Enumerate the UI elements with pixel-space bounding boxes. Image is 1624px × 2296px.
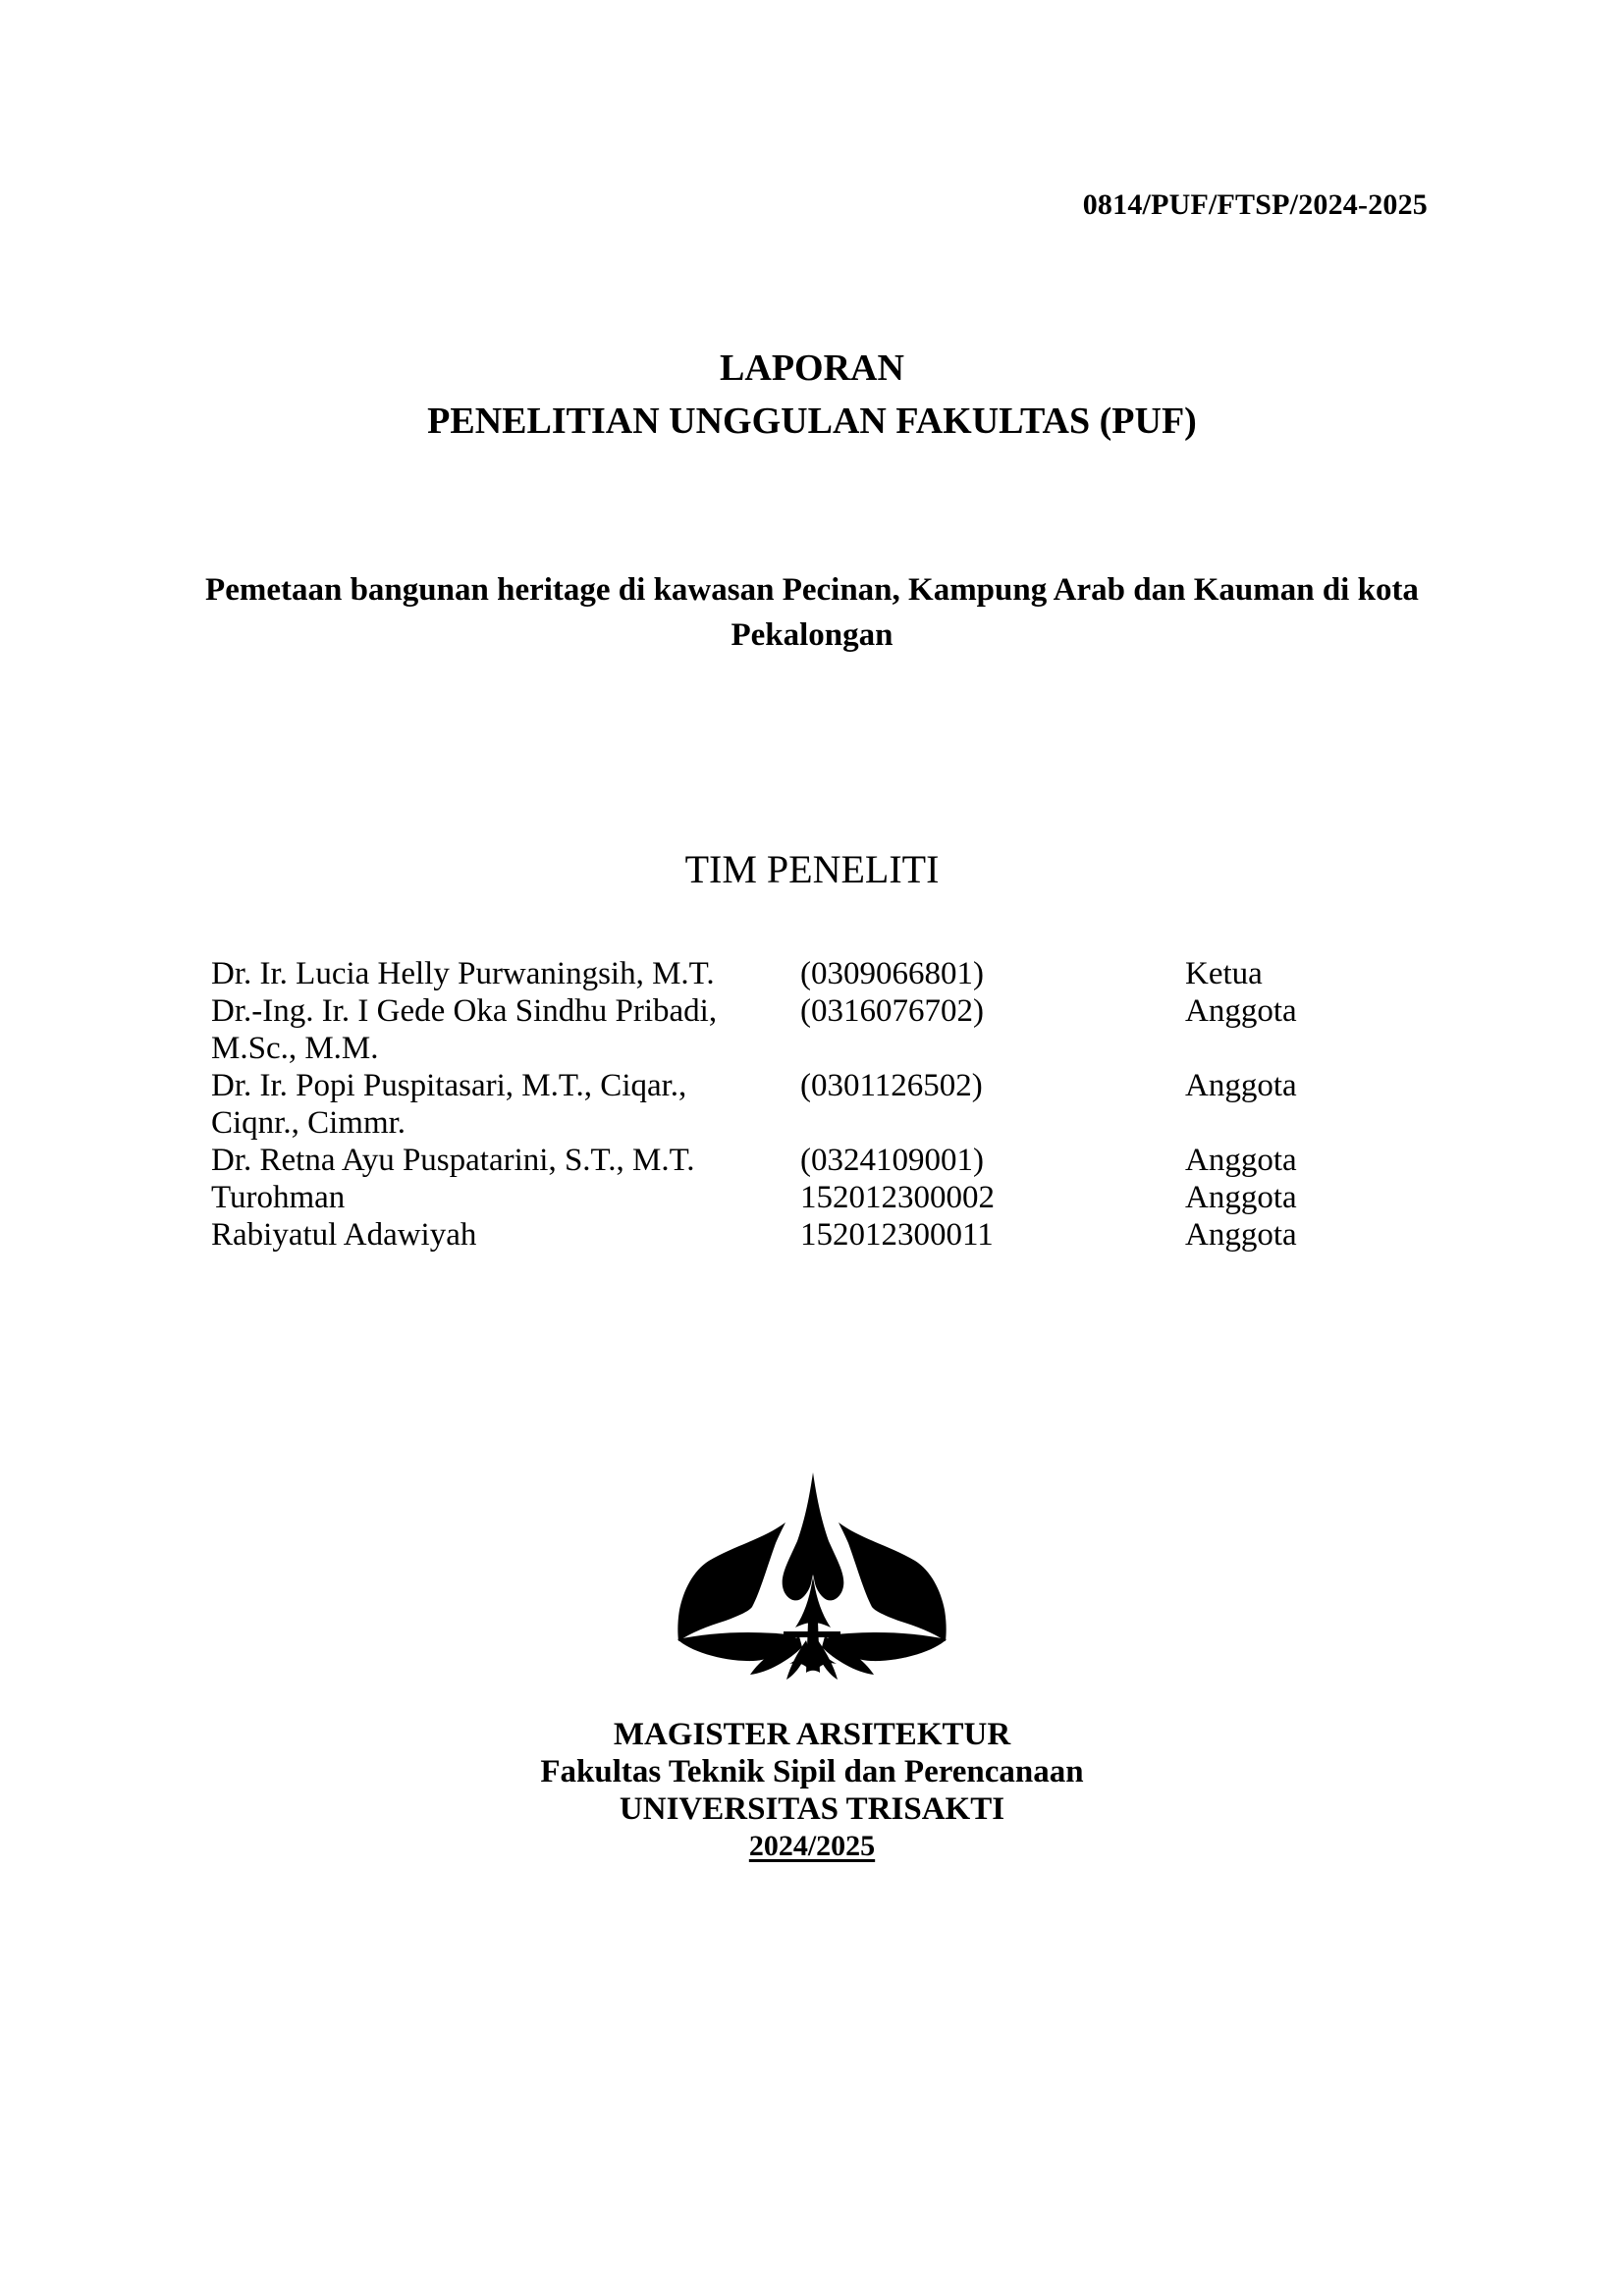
member-id: (0324109001) bbox=[800, 1143, 984, 1178]
table-row bbox=[211, 1142, 1401, 1179]
member-id: 152012300011 bbox=[800, 1217, 994, 1253]
program-name: MAGISTER ARSITEKTUR bbox=[613, 1717, 1011, 1752]
member-role: Anggota bbox=[1185, 1143, 1297, 1178]
member-name bbox=[211, 1142, 800, 1179]
table-row bbox=[211, 1067, 1401, 1142]
report-title-line2: PENELITIAN UNGGULAN FAKULTAS (PUF) bbox=[427, 400, 1197, 442]
member-name bbox=[211, 1179, 800, 1216]
member-id: (0301126502) bbox=[800, 1068, 983, 1103]
research-subtitle-line2: Pekalongan bbox=[731, 617, 893, 653]
report-title-line1: LAPORAN bbox=[720, 347, 904, 389]
team-table bbox=[211, 955, 1401, 1254]
research-subtitle-line1: Pemetaan bangunan heritage di kawasan Pecinan, Kampung Arab dan Kauman di kota bbox=[205, 572, 1419, 608]
table-row bbox=[211, 1216, 1401, 1254]
member-name bbox=[211, 955, 800, 992]
team-heading: TIM PENELITI bbox=[684, 847, 940, 891]
report-title bbox=[0, 342, 1624, 448]
member-role: Ketua bbox=[1185, 956, 1263, 991]
member-name-line: M.Sc., M.M. bbox=[211, 1031, 379, 1066]
member-name-line: Rabiyatul Adawiyah bbox=[211, 1217, 477, 1253]
table-row bbox=[211, 1179, 1401, 1216]
member-role: Anggota bbox=[1185, 993, 1297, 1029]
table-row bbox=[211, 955, 1401, 992]
member-id: (0309066801) bbox=[800, 956, 984, 991]
member-name bbox=[211, 992, 800, 1067]
member-name-line: Turohman bbox=[211, 1180, 346, 1215]
member-id: 152012300002 bbox=[800, 1180, 995, 1215]
member-role: Anggota bbox=[1185, 1180, 1297, 1215]
member-name-line: Ciqnr., Cimmr. bbox=[211, 1105, 406, 1141]
member-name-line: Dr. Ir. Popi Puspitasari, M.T., Ciqar., bbox=[211, 1068, 687, 1103]
member-name-line: Dr.-Ing. Ir. I Gede Oka Sindhu Pribadi, bbox=[211, 993, 718, 1029]
member-name-line: Dr. Ir. Lucia Helly Purwaningsih, M.T. bbox=[211, 956, 715, 991]
member-id: (0316076702) bbox=[800, 993, 984, 1029]
table-row bbox=[211, 992, 1401, 1067]
member-role: Anggota bbox=[1185, 1217, 1297, 1253]
member-name bbox=[211, 1216, 800, 1254]
member-name bbox=[211, 1067, 800, 1142]
member-name-line: Dr. Retna Ayu Puspatarini, S.T., M.T. bbox=[211, 1143, 695, 1178]
document-number: 0814/PUF/FTSP/2024-2025 bbox=[1082, 188, 1428, 221]
academic-year: 2024/2025 bbox=[748, 1830, 876, 1862]
trisakti-logo-icon bbox=[650, 1451, 974, 1686]
institution-block bbox=[0, 1716, 1624, 1865]
university-name: UNIVERSITAS TRISAKTI bbox=[619, 1791, 1005, 1827]
member-role: Anggota bbox=[1185, 1068, 1297, 1103]
faculty-name: Fakultas Teknik Sipil dan Perencanaan bbox=[540, 1754, 1084, 1789]
research-subtitle bbox=[157, 567, 1467, 658]
